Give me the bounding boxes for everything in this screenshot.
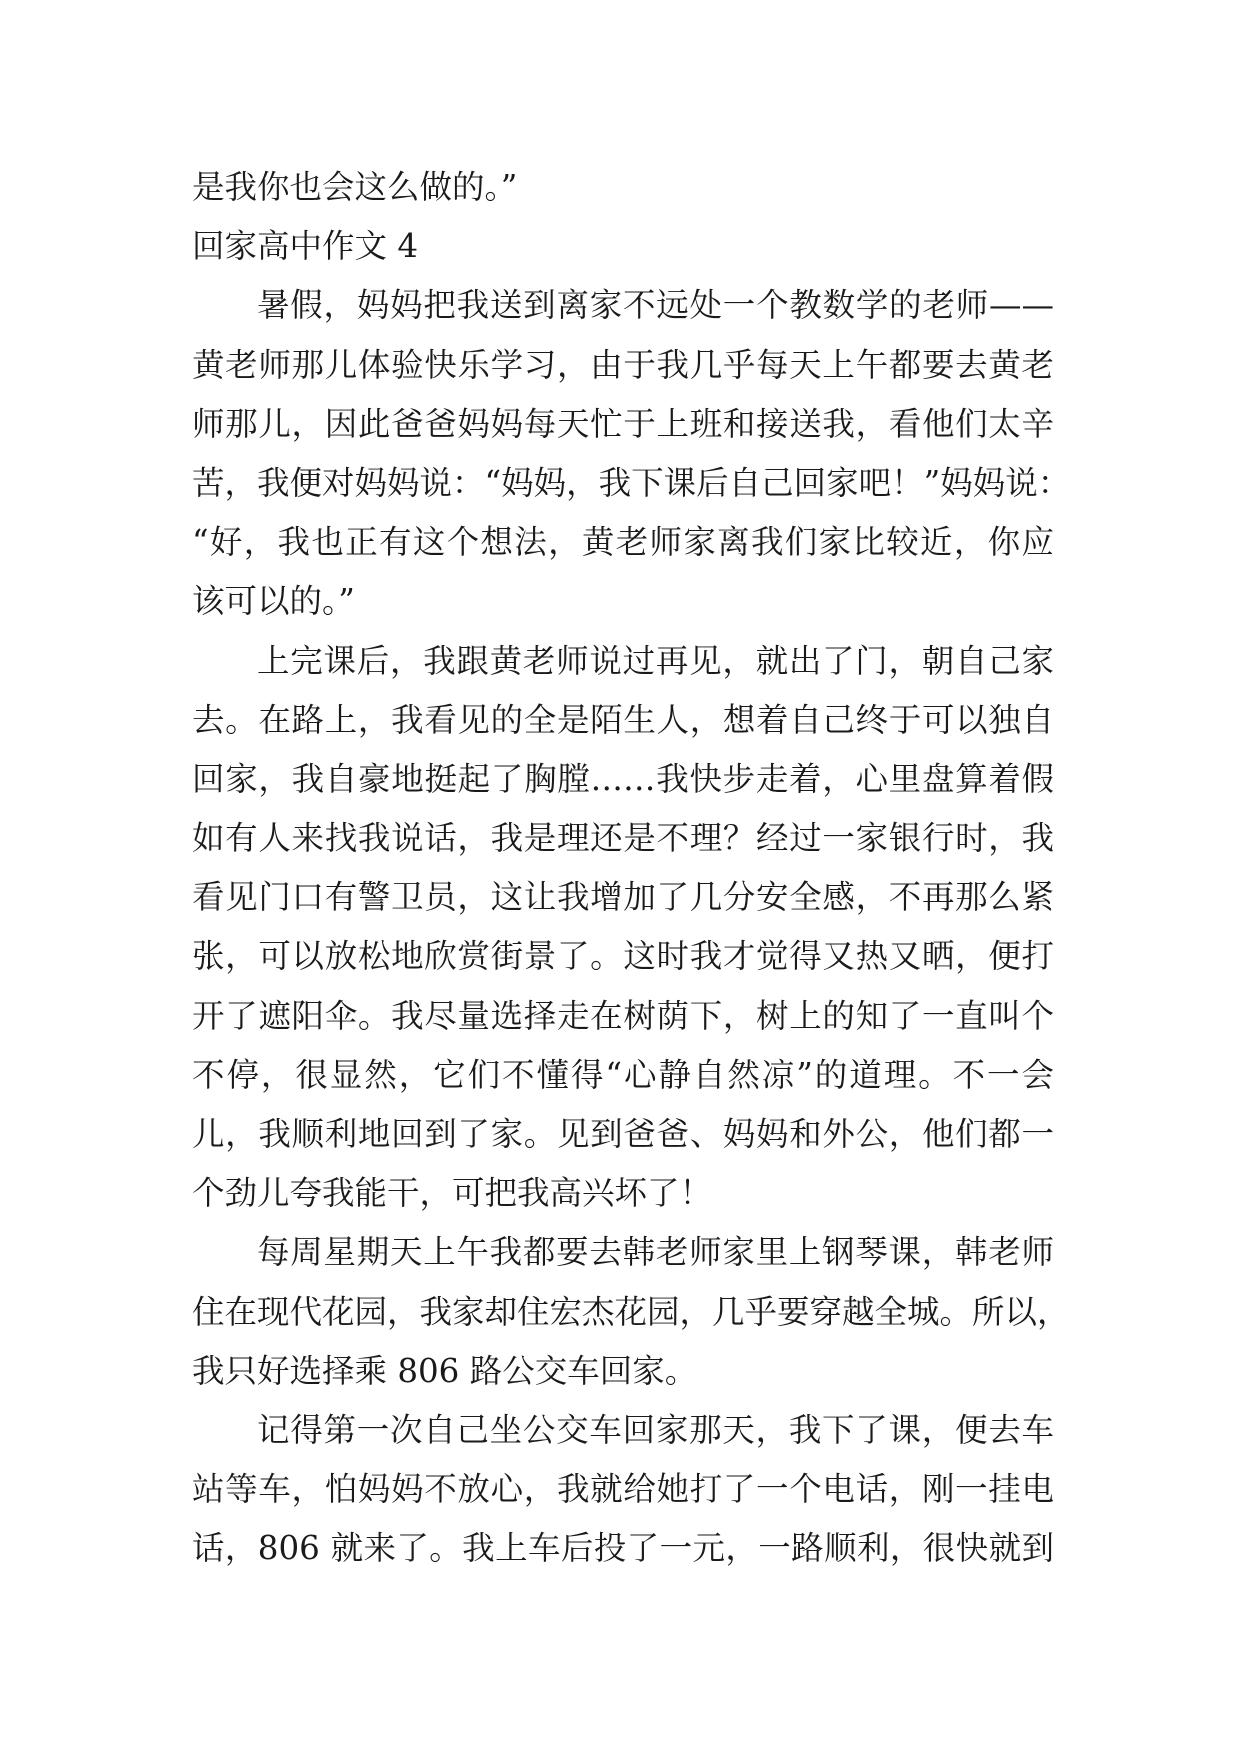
text-line: 住在现代花园，我家却住宏杰花园，几乎要穿越全城。所以， bbox=[192, 1292, 1070, 1331]
text-line: 儿，我顺利地回到了家。见到爸爸、妈妈和外公，他们都一 bbox=[192, 1115, 1054, 1153]
section-heading: 回家高中作文 4 bbox=[192, 227, 419, 266]
text-line: 记得第一次自己坐公交车回家那天，我下了课，便去车 bbox=[257, 1410, 1054, 1449]
text-line: 回家，我自豪地挺起了胸膛……我快步走着，心里盘算着假 bbox=[192, 759, 1054, 798]
text-line: 开了遮阳伞。我尽量选择走在树荫下，树上的知了一直叫个 bbox=[192, 996, 1054, 1035]
essay-body bbox=[192, 158, 1071, 1579]
text-line: 话，806 就来了。我上车后投了一元，一路顺利，很快就到 bbox=[192, 1529, 1054, 1568]
text-line: 师那儿，因此爸爸妈妈每天忙于上班和接送我，看他们太辛 bbox=[192, 404, 1054, 443]
text-line: 上完课后，我跟黄老师说过再见，就出了门，朝自己家 bbox=[257, 641, 1054, 680]
text-line: 看见门口有警卫员，这让我增加了几分安全感，不再那么紧 bbox=[192, 878, 1054, 917]
text-line: “好，我也正有这个想法，黄老师家离我们家比较近，你应 bbox=[192, 523, 1054, 562]
text-line: 苦，我便对妈妈说：“妈妈，我下课后自己回家吧！”妈妈说： bbox=[192, 463, 1071, 502]
text-line: 不停，很显然，它们不懂得“心静自然凉”的道理。不一会 bbox=[192, 1055, 1054, 1094]
text-line: 每周星期天上午我都要去韩老师家里上钢琴课，韩老师 bbox=[257, 1233, 1054, 1272]
text-line: 暑假，妈妈把我送到离家不远处一个教数学的老师—— bbox=[257, 286, 1054, 325]
text-line: 站等车，怕妈妈不放心，我就给她打了一个电话，刚一挂电 bbox=[192, 1470, 1054, 1509]
text-line: 去。在路上，我看见的全是陌生人，想着自己终于可以独自 bbox=[192, 700, 1054, 739]
text-line: 该可以的。” bbox=[192, 582, 355, 621]
text-line: 如有人来找我说话，我是理还是不理？经过一家银行时，我 bbox=[192, 819, 1054, 858]
text-line: 我只好选择乘 806 路公交车回家。 bbox=[192, 1351, 698, 1390]
text-line: 张，可以放松地欣赏街景了。这时我才觉得又热又晒，便打 bbox=[192, 937, 1054, 976]
text-line: 个劲儿夸我能干，可把我高兴坏了！ bbox=[192, 1174, 713, 1213]
text-line: 黄老师那儿体验快乐学习，由于我几乎每天上午都要去黄老 bbox=[192, 345, 1054, 384]
text-line: 是我你也会这么做的。” bbox=[192, 168, 518, 206]
